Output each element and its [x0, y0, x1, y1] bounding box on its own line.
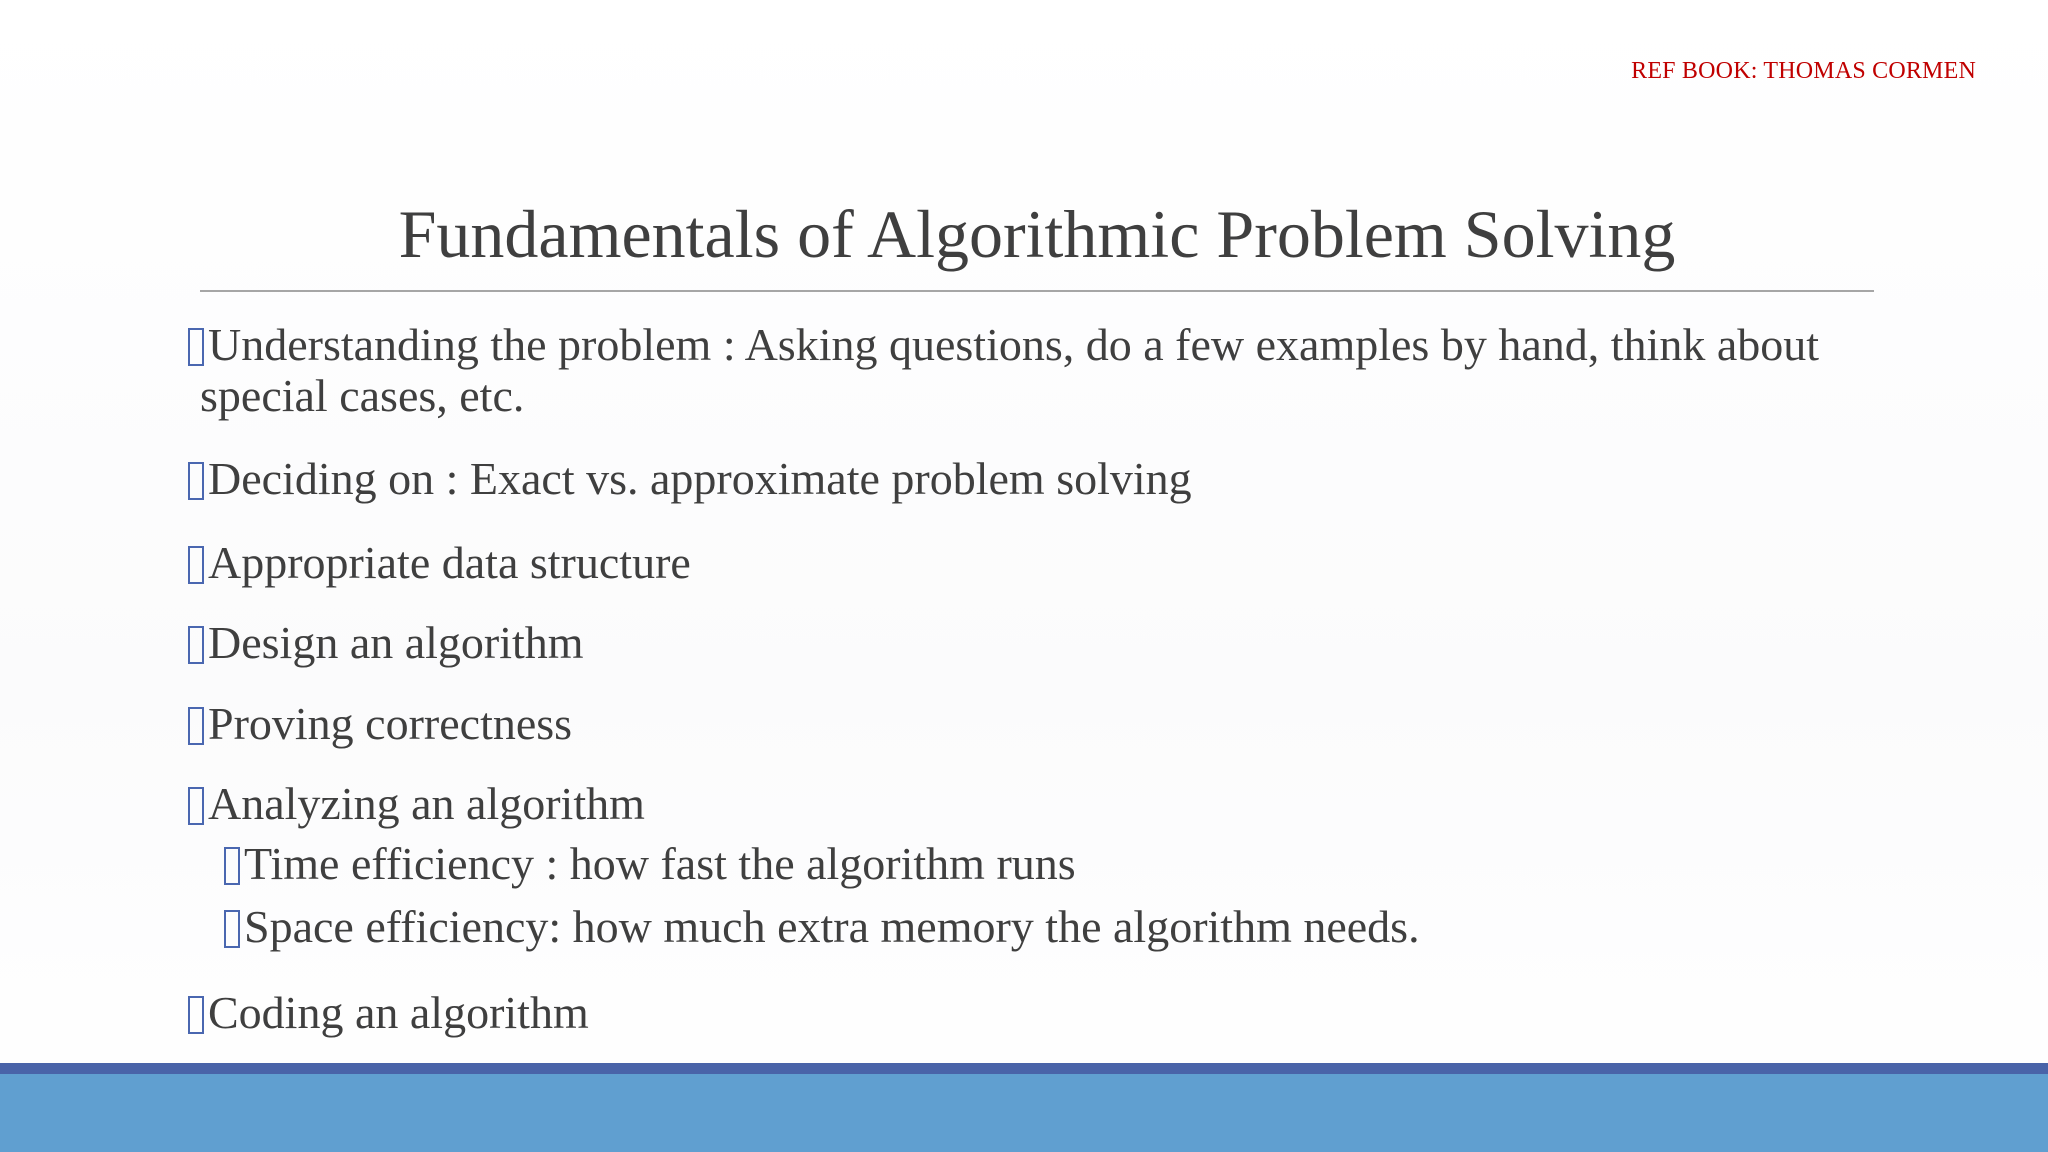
footer-band-light: [0, 1074, 2048, 1152]
bullet-text: Understanding the problem : Asking questions, do a few examples by hand, think about: [208, 319, 1820, 370]
bullet-analyzing-an-algorithm: [186, 778, 1876, 829]
bullet-square-icon: [188, 996, 204, 1034]
bullet-text: Coding an algorithm: [208, 987, 589, 1038]
bullet-square-icon: [188, 787, 204, 825]
bullet-square-icon: [188, 546, 204, 584]
bullet-text: Design an algorithm: [208, 617, 584, 668]
bullet-text: Deciding on : Exact vs. approximate problem solving: [208, 453, 1192, 504]
bullet-text: Appropriate data structure: [208, 537, 691, 588]
bullet-square-icon: [188, 707, 204, 745]
title-divider: [200, 290, 1874, 292]
bullet-text: Analyzing an algorithm: [208, 778, 645, 829]
bullet-square-icon: [188, 626, 204, 664]
bullet-text-continuation: special cases, etc.: [200, 370, 525, 421]
bullet-square-icon: [224, 910, 240, 948]
sub-bullet-time-efficiency: [222, 838, 1912, 889]
bullet-proving-correctness: [186, 698, 1876, 749]
bullet-square-icon: [188, 462, 204, 500]
sub-bullet-space-efficiency: [222, 901, 1912, 952]
bullet-design-an-algorithm: [186, 617, 1876, 668]
bullet-coding-an-algorithm: [186, 987, 1876, 1038]
footer-band-dark: [0, 1063, 2048, 1074]
bullet-text: Space efficiency: how much extra memory the algorithm needs.: [244, 901, 1420, 952]
bullet-text: Time efficiency : how fast the algorithm runs: [244, 838, 1076, 889]
slide-title: Fundamentals of Algorithmic Problem Solving: [398, 196, 1676, 272]
bullet-deciding-on: [186, 453, 1876, 504]
bullet-square-icon: [224, 847, 240, 885]
reference-book-note: REF BOOK: THOMAS CORMEN: [1631, 58, 1976, 84]
bullet-square-icon: [188, 328, 204, 366]
bullet-understanding-the-problem: [186, 319, 1876, 421]
bullet-text: Proving correctness: [208, 698, 573, 749]
bullet-appropriate-data-structure: [186, 537, 1876, 588]
